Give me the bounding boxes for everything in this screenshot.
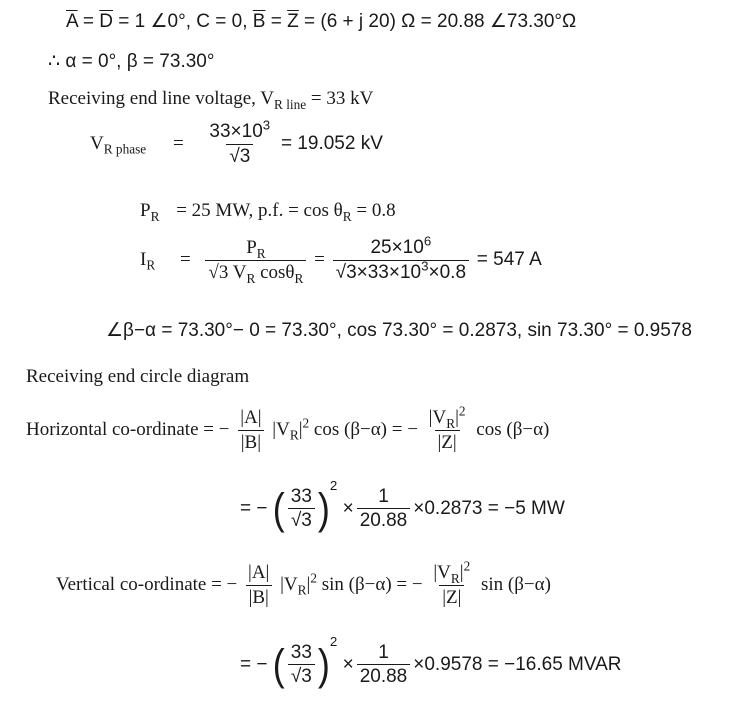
z-bar: $\overline{Z}$: [287, 11, 299, 32]
circle-diagram-heading: Receiving end circle diagram: [26, 366, 250, 387]
pr-pf-line: $P_R = 25$ MW, p.f. = $\cos \theta_R = 0.8$: [140, 200, 396, 224]
angle-values-line: ∠β−α = 73.30°− 0 = 73.30°, cos 73.30° = 0.2873, sin 73.30° = 0.9578: [106, 320, 692, 341]
horizontal-coordinate-value: = − ( $\frac{33}{√3}$ )$^2$ × $\frac{1}{20.88}$ ×0.2873 = −5 MW: [240, 478, 565, 533]
vr-phase-equation: $V_{R phase}$ = $\frac{33\times 10^3}{√3}$ = 19.052 kV: [90, 117, 383, 167]
ir-fraction-symbolic: $\frac{P_R}{√3 V_R \cos\theta_R}$: [205, 238, 306, 283]
horizontal-coordinate-equation: Horizontal co-ordinate = − $\frac{|A|}{|B|}$ $|V_R|^2$ cos (β−α) = − $\frac{|V_R|^2}{|Z|}$ cos (β−α): [26, 403, 550, 453]
alpha-beta-line: ∴ α = 0°, β = 73.30°: [48, 51, 215, 72]
receiving-voltage-line: Receiving end line voltage, $V_{R line} = 33$ kV: [48, 88, 374, 112]
vr-fraction: $\frac{33\times 10^3}{√3}$: [209, 117, 271, 167]
b-bar: $\overline{B}$: [252, 11, 266, 32]
abcd-constants-line: $\overline{A} = \overline{D} = 1$ ∠0°, C = 0, $\overline{B} = \overline{Z} = (6 + j$ 20) Ω = 20.88 ∠73.30°Ω: [66, 11, 577, 32]
d-bar: $\overline{D}$: [99, 11, 114, 32]
ir-fraction-numeric: $\frac{25\times 10^6}{√3\times 33\times 10^3\times 0.8}$: [333, 238, 469, 283]
ir-equation: $I_R$ = $\frac{P_R}{√3 V_R \cos\theta_R}$ = $\frac{25\times 10^6}{√3\times 33\times 10^3\times 0.8}$ = 547 A: [140, 233, 542, 286]
vertical-coordinate-equation: Vertical co-ordinate = − $\frac{|A|}{|B|}$ $|V_R|^2$ sin (β−α) = − $\frac{|V_R|^2}{|Z|}$ sin (β−α): [56, 558, 551, 608]
a-bar: $\overline{A}$: [66, 11, 78, 32]
vertical-coordinate-value: = − ( $\frac{33}{√3}$ )$^2$ × $\frac{1}{20.88}$ ×0.9578 = −16.65 MVAR: [240, 634, 622, 689]
